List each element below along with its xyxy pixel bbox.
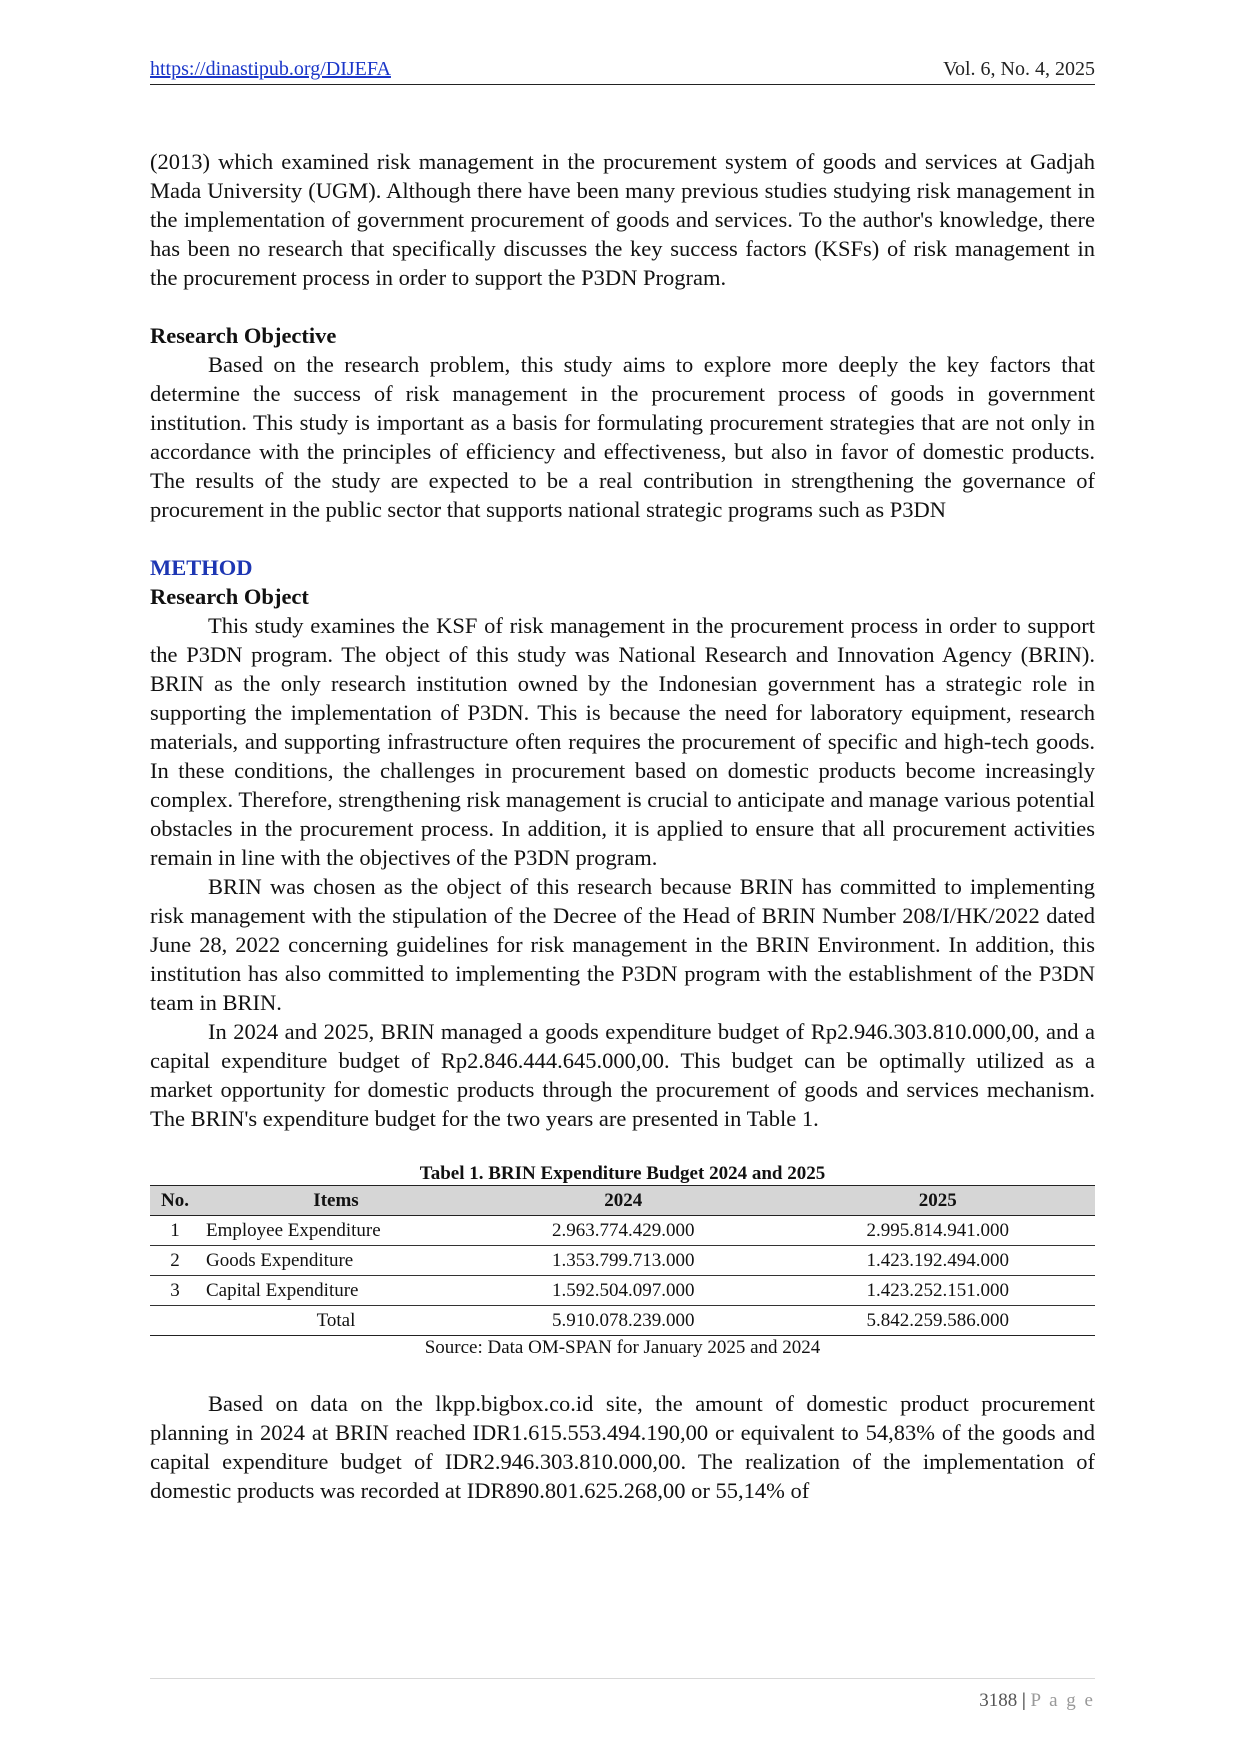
- row-no: 2: [150, 1246, 200, 1276]
- paragraph-research-object: This study examines the KSF of risk management in the procurement process in order to support the P3DN program. The object of this study was National Research and Innovation Agency (BRIN). BRIN as the only research institution owned by the Indonesian government has a strategic role in supporting the implementation of P3DN. This is because the need for laboratory equipment, research materials, and supporting infrastructure often requires the procurement of specific and high-tech goods. In these conditions, the challenges in procurement based on domestic products become increasingly complex. Therefore, strengthening risk management is crucial to anticipate and manage various potential obstacles in the procurement process. In addition, it is applied to ensure that all procurement activities remain in line with the objectives of the P3DN program.: [150, 613, 1095, 870]
- row-2024: 1.353.799.713.000: [466, 1246, 781, 1276]
- page-number: 3188: [979, 1690, 1018, 1711]
- row-2025: 1.423.252.151.000: [781, 1276, 1096, 1306]
- total-label: Total: [200, 1306, 466, 1336]
- row-2024: 2.963.774.429.000: [466, 1216, 781, 1246]
- footer-divider: [150, 1678, 1095, 1679]
- row-2025: 2.995.814.941.000: [781, 1216, 1096, 1246]
- table-row: [150, 1216, 1095, 1246]
- paragraph-intro-continued: (2013) which examined risk management in the procurement system of goods and services at Gadjah Mada University (UGM). Although there have been many previous studies studying risk management in the implementation of government procurement of goods and services. To the author's knowledge, there has been no research that specifically discusses the key success factors (KSFs) of risk management in the procurement process in order to support the P3DN Program.: [150, 149, 1095, 290]
- research-objective-heading: Research Objective: [150, 323, 337, 348]
- page-word: P a g e: [1030, 1690, 1095, 1711]
- page-body: [150, 147, 1095, 1505]
- row-no: 1: [150, 1216, 200, 1246]
- paragraph-brin-chosen: BRIN was chosen as the object of this research because BRIN has committed to implementing risk management with the stipulation of the Decree of the Head of BRIN Number 208/I/HK/2022 dated June 28, 2022 concerning guidelines for risk management in the BRIN Environment. In addition, this institution has also committed to implementing the P3DN program with the establishment of the P3DN team in BRIN.: [150, 874, 1095, 1015]
- row-2025: 1.423.192.494.000: [781, 1246, 1096, 1276]
- volume-info: Vol. 6, No. 4, 2025: [943, 58, 1095, 80]
- table-row: [150, 1246, 1095, 1276]
- page-header: [150, 58, 1095, 85]
- row-item: Employee Expenditure: [200, 1216, 466, 1246]
- method-heading: METHOD: [150, 555, 253, 580]
- table-caption: Tabel 1. BRIN Expenditure Budget 2024 and 2025: [419, 1163, 826, 1184]
- footer-separator: |: [1021, 1690, 1026, 1711]
- total-2025: 5.842.259.586.000: [781, 1306, 1096, 1336]
- row-item: Goods Expenditure: [200, 1246, 466, 1276]
- row-item: Capital Expenditure: [200, 1276, 466, 1306]
- header-2025: 2025: [781, 1186, 1096, 1216]
- table-row: [150, 1276, 1095, 1306]
- paragraph-research-objective: Based on the research problem, this study aims to explore more deeply the key factors that determine the success of risk management in the procurement process of goods in government institution. This study is important as a basis for formulating procurement strategies that are not only in accordance with the principles of efficiency and effectiveness, but also in favor of domestic products. The results of the study are expected to be a real contribution in strengthening the governance of procurement in the public sector that supports national strategic programs such as P3DN: [150, 352, 1095, 522]
- header-no: No.: [150, 1186, 200, 1216]
- page-footer: [979, 1690, 1095, 1712]
- budget-table-block: [150, 1163, 1095, 1360]
- total-2024: 5.910.078.239.000: [466, 1306, 781, 1336]
- journal-link[interactable]: https://dinastipub.org/DIJEFA: [150, 58, 391, 80]
- table-header-row: [150, 1186, 1095, 1216]
- paragraph-budget: In 2024 and 2025, BRIN managed a goods expenditure budget of Rp2.946.303.810.000,00, and a capital expenditure budget of Rp2.846.444.645.000,00. This budget can be optimally utilized as a market opportunity for domestic products through the procurement of goods and services mechanism. The BRIN's expenditure budget for the two years are presented in Table 1.: [150, 1019, 1095, 1131]
- paragraph-domestic-procurement: Based on data on the lkpp.bigbox.co.id site, the amount of domestic product procurement planning in 2024 at BRIN reached IDR1.615.553.494.190,00 or equivalent to 54,83% of the goods and capital expenditure budget of IDR2.946.303.810.000,00. The realization of the implementation of domestic products was recorded at IDR890.801.625.268,00 or 55,14% of: [150, 1391, 1095, 1503]
- budget-table: [150, 1185, 1095, 1336]
- header-items: Items: [200, 1186, 466, 1216]
- table-source: Source: Data OM-SPAN for January 2025 and 2024: [424, 1337, 821, 1358]
- header-2024: 2024: [466, 1186, 781, 1216]
- research-object-heading: Research Object: [150, 584, 309, 609]
- row-2024: 1.592.504.097.000: [466, 1276, 781, 1306]
- table-total-row: [150, 1306, 1095, 1336]
- row-no: 3: [150, 1276, 200, 1306]
